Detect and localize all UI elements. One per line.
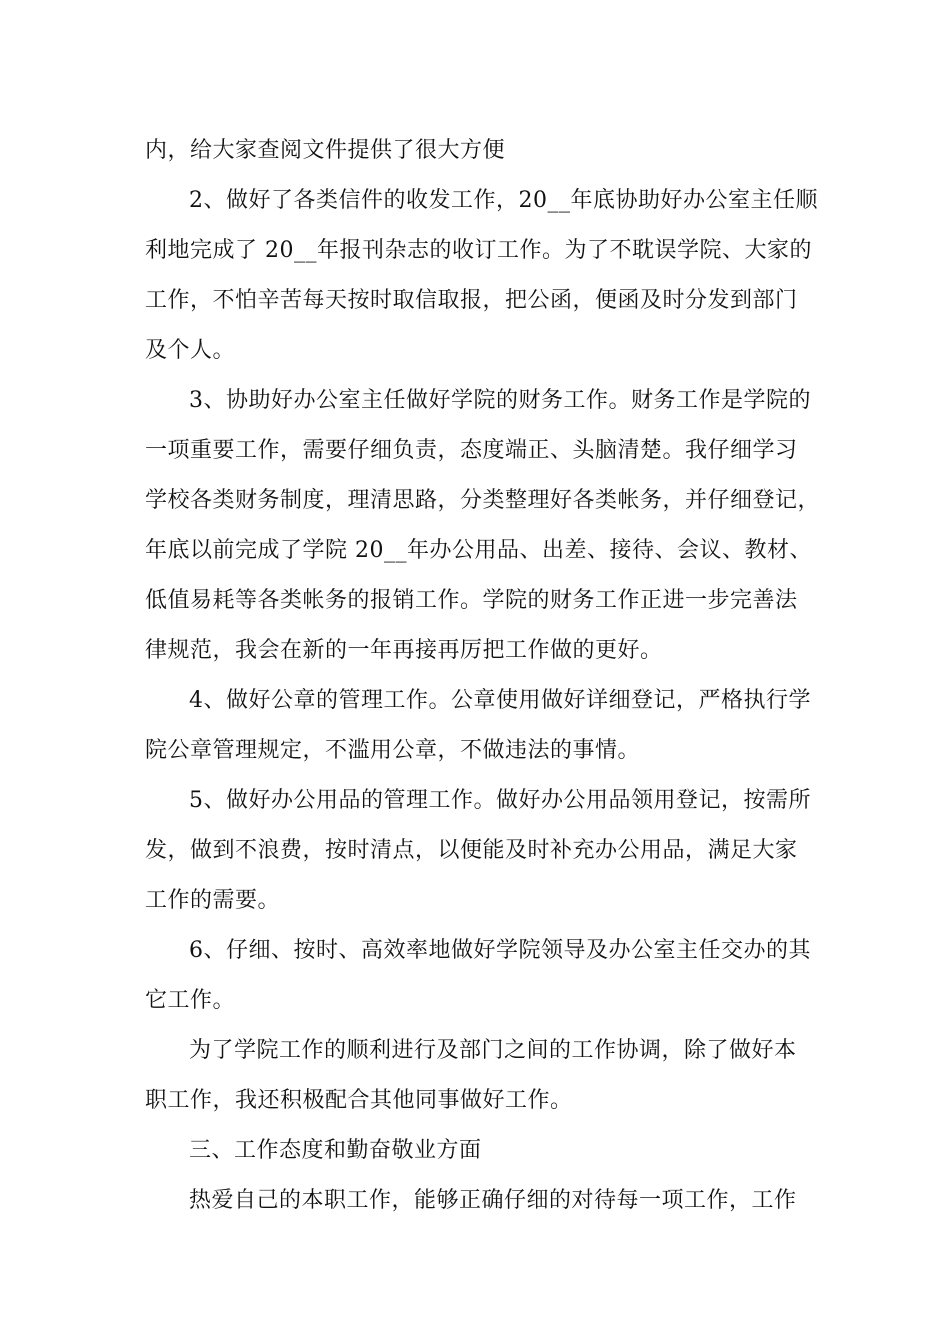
text-line: 4、做好公章的管理工作。公章使用做好详细登记，严格执行学 — [189, 688, 811, 713]
section-heading: 三、工作态度和勤奋敬业方面 — [189, 1138, 482, 1163]
text-line: 学校各类财务制度，理清思路，分类整理好各类帐务，并仔细登记， — [145, 488, 821, 513]
text-line: 为了学院工作的顺利进行及部门之间的工作协调，除了做好本 — [189, 1038, 797, 1063]
text-line: 利地完成了 20__年报刊杂志的收订工作。为了不耽误学院、大家的 — [145, 238, 812, 263]
text-line: 工作的需要。 — [145, 888, 281, 913]
text-line: 一项重要工作，需要仔细负责，态度端正、头脑清楚。我仔细学习 — [145, 438, 798, 463]
text-line: 3、协助好办公室主任做好学院的财务工作。财务工作是学院的 — [189, 388, 811, 413]
text-line: 及个人。 — [145, 338, 236, 363]
text-line: 发，做到不浪费，按时清点，以便能及时补充办公用品，满足大家 — [145, 838, 798, 863]
text-line: 年底以前完成了学院 20__年办公用品、出差、接待、会议、教材、 — [145, 538, 812, 563]
text-line: 它工作。 — [145, 988, 236, 1013]
text-line: 2、做好了各类信件的收发工作，20__年底协助好办公室主任顺 — [189, 188, 818, 213]
text-line: 5、做好办公用品的管理工作。做好办公用品领用登记，按需所 — [189, 788, 811, 813]
text-line: 院公章管理规定，不滥用公章，不做违法的事情。 — [145, 738, 641, 763]
text-line: 律规范，我会在新的一年再接再厉把工作做的更好。 — [145, 638, 663, 663]
text-line: 低值易耗等各类帐务的报销工作。学院的财务工作正进一步完善法 — [145, 588, 798, 613]
text-line: 6、仔细、按时、高效率地做好学院领导及办公室主任交办的其 — [189, 938, 811, 963]
text-line: 工作，不怕辛苦每天按时取信取报，把公函，便函及时分发到部门 — [145, 288, 798, 313]
text-line: 职工作，我还积极配合其他同事做好工作。 — [145, 1088, 573, 1113]
text-line: 内，给大家查阅文件提供了很大方便 — [145, 138, 506, 163]
document-body — [145, 126, 835, 1226]
text-line: 热爱自己的本职工作，能够正确仔细的对待每一项工作，工作 — [189, 1188, 797, 1213]
